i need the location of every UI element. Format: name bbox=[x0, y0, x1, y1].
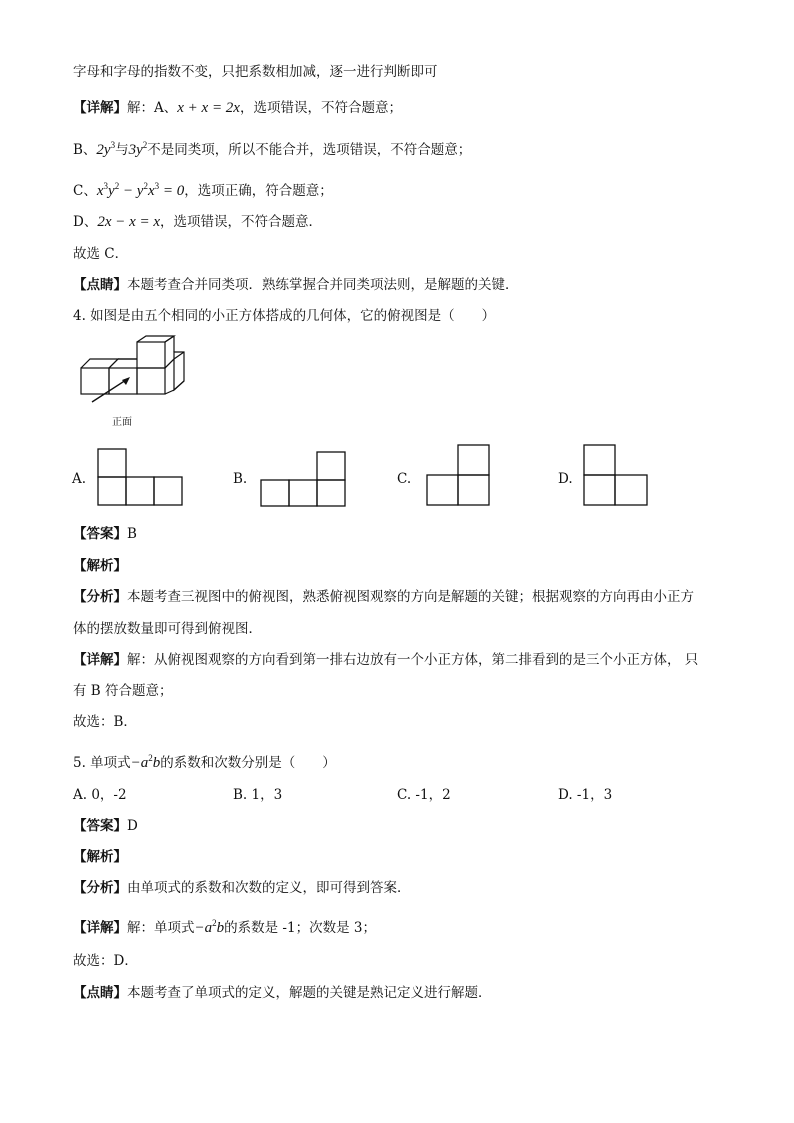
text-line: 【详解】解：A、x + x = 2x，选项错误，不符合题意； bbox=[73, 100, 402, 116]
text-line: C、$x^3y^2 - y^2x^3 = 0$，选项正确，符合题意； bbox=[73, 181, 333, 199]
analysis-4: 【解析】 bbox=[73, 558, 127, 574]
option-a-figure bbox=[97, 448, 187, 506]
answer-4: 【答案】B bbox=[73, 526, 137, 542]
xiangjie-5: 【详解】解：单项式$-a^2b$的系数是 -1；次数是 3； bbox=[73, 918, 376, 936]
option-d-label: D. bbox=[558, 471, 573, 487]
fenxi-5: 【分析】由单项式的系数和次数的定义，即可得到答案． bbox=[73, 880, 411, 896]
guxuan-5: 故选：D． bbox=[73, 953, 138, 969]
q5-option-a: A. 0，-2 bbox=[73, 787, 127, 803]
text-line: 故选 C． bbox=[73, 246, 129, 262]
question-5: 5. 单项式$-a^2b$的系数和次数分别是（ ） bbox=[73, 753, 336, 771]
text-line: 【点睛】本题考查合并同类项．熟练掌握合并同类项法则，是解题的关键． bbox=[73, 277, 519, 293]
option-b-label: B. bbox=[233, 471, 248, 487]
text-line: B、$2y^3$与$3y^2$不是同类项，所以不能合并，选项错误，不符合题意； bbox=[73, 140, 472, 158]
option-a-label: A. bbox=[72, 471, 87, 487]
fenxi-4-cont: 体的摆放数量即可得到俯视图． bbox=[73, 621, 262, 637]
option-d-figure bbox=[583, 444, 651, 506]
xiangjie-4: 【详解】解：从俯视图观察的方向看到第一排右边放有一个小正方体，第二排看到的是三个小正方体， 只 bbox=[73, 652, 699, 668]
front-label: 正面 bbox=[112, 417, 132, 428]
option-c-figure bbox=[426, 444, 492, 506]
guxuan-4: 故选：B． bbox=[73, 714, 137, 730]
cube-figure bbox=[78, 336, 188, 431]
q5-option-b: B. 1，3 bbox=[233, 787, 283, 803]
answer-5: 【答案】D bbox=[73, 818, 138, 834]
option-b-figure bbox=[260, 451, 350, 509]
dianjing-5: 【点睛】本题考查了单项式的定义，解题的关键是熟记定义进行解题． bbox=[73, 985, 492, 1001]
text-line: 字母和字母的指数不变，只把系数相加减，逐一进行判断即可 bbox=[73, 64, 438, 80]
q5-option-d: D. -1，3 bbox=[558, 787, 613, 803]
analysis-5: 【解析】 bbox=[73, 849, 127, 865]
fenxi-4: 【分析】本题考查三视图中的俯视图，熟悉俯视图观察的方向是解题的关键；根据观察的方向再由小正方 bbox=[73, 589, 694, 605]
q5-option-c: C. -1，2 bbox=[397, 787, 451, 803]
xiangjie-4-cont: 有 B 符合题意； bbox=[73, 683, 173, 699]
question-4: 4. 如图是由五个相同的小正方体搭成的几何体，它的俯视图是（ ） bbox=[73, 308, 496, 324]
option-c-label: C. bbox=[397, 471, 412, 487]
text-line: D、2x − x = x，选项错误，不符合题意． bbox=[73, 214, 323, 230]
